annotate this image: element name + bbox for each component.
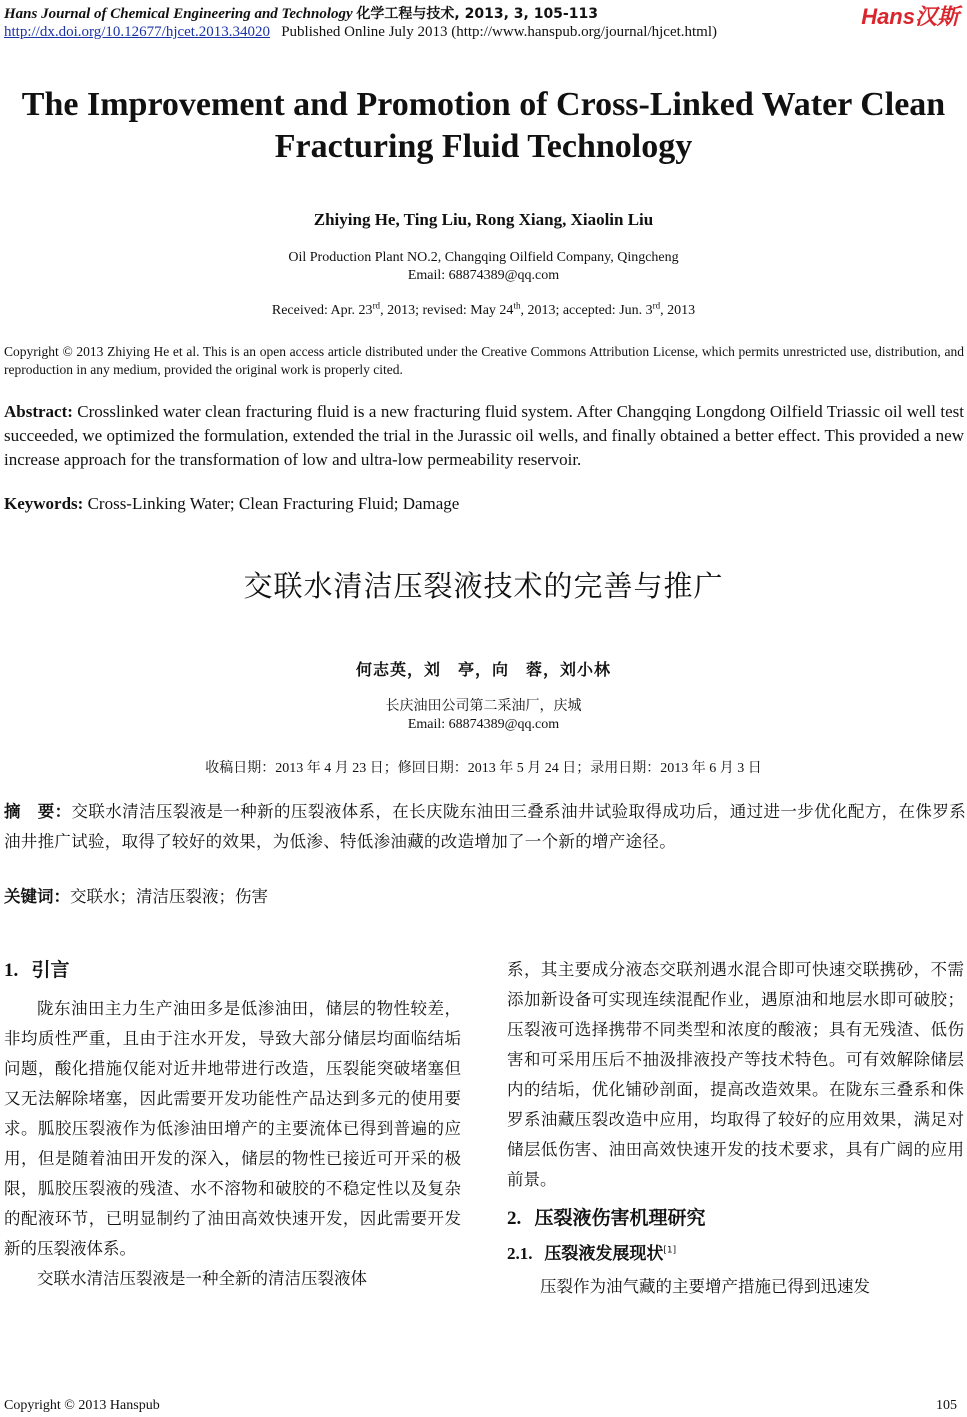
journal-header — [4, 3, 598, 23]
section-2-1-heading — [507, 1240, 964, 1268]
received-sup: rd — [372, 300, 381, 311]
english-keywords — [4, 492, 964, 516]
accepted-year: , 2013 — [660, 303, 696, 318]
cn-keywords-label: 关键词： — [4, 887, 70, 906]
section-2-1-title: 压裂液发展现状 — [544, 1244, 664, 1264]
section-2-1-number: 2.1. — [507, 1244, 533, 1263]
section-2-number: 2. — [507, 1208, 522, 1229]
affiliation-text: Oil Production Plant NO.2, Changqing Oilfield Company, Qingcheng — [288, 250, 679, 265]
section-1-paragraph-2-cont: 系，其主要成分液态交联剂遇水混合即可快速交联携砂，不需添加新设备可实现连续混配作业，遇原油和地层水即可破胶；压裂液可选择携带不同类型和浓度的酸液；具有无残渣、低伤害和可采用压后不抽汲排液投产等技术特色。可有效解除储层内的结垢，优化铺砂剖面，提高改造效果。在陇东三叠系和侏罗系油藏压裂改造中应用，均取得了较好的应用效果，满足对储层低伤害、油田高效快速开发的技术要求，具有广阔的应用前景。 — [507, 960, 964, 1189]
abstract-label: Abstract: — [4, 402, 73, 421]
section-1-heading — [4, 955, 461, 986]
section-2-title: 压裂液伤害机理研究 — [534, 1207, 706, 1229]
received-text: Received: Apr. 23 — [271, 303, 373, 318]
chinese-authors: 何志英，刘 亭，向 蓉，刘小林 — [355, 660, 611, 679]
journal-volume: 化学工程与技术, 2013, 3, 105-113 — [356, 6, 598, 22]
page-number: 105 — [936, 1398, 957, 1413]
doi-line — [4, 24, 717, 41]
hans-logo — [861, 0, 959, 31]
chinese-received-dates: 收稿日期：2013 年 4 月 23 日；修回日期：2013 年 5 月 24 日；录用日期：2013 年 6 月 3 日 — [205, 761, 762, 776]
english-authors: Zhiying He, Ting Liu, Rong Xiang, Xiaolin Liu — [313, 210, 654, 229]
revised-sup: th — [513, 300, 521, 311]
email-text: Email: 68874389@qq.com — [407, 268, 560, 283]
chinese-abstract — [4, 797, 966, 857]
doi-link[interactable]: http://dx.doi.org/10.12677/hjcet.2013.34020 — [4, 24, 270, 40]
chinese-title: 交联水清洁压裂液技术的完善与推广 — [243, 569, 724, 603]
cn-email-text: Email: 68874389@qq.com — [407, 717, 560, 732]
section-1-paragraph-2: 交联水清洁压裂液是一种全新的清洁压裂液体 — [37, 1269, 367, 1288]
left-column — [4, 955, 461, 1294]
journal-name: Hans Journal of Chemical Engineering and Technology — [4, 6, 353, 22]
citation-ref[interactable]: [1] — [663, 1245, 677, 1256]
section-2-heading — [507, 1203, 964, 1234]
keywords-label: Keywords: — [4, 494, 84, 513]
section-1-title: 引言 — [31, 959, 70, 981]
english-title: The Improvement and Promotion of Cross-Linked Water Clean Fracturing Fluid Technology — [21, 86, 946, 165]
english-abstract — [4, 400, 964, 472]
right-column — [507, 955, 964, 1302]
cn-keywords-text: 交联水；清洁压裂液；伤害 — [70, 887, 268, 906]
chinese-affiliation — [0, 698, 967, 734]
cn-affiliation-text: 长庆油田公司第二采油厂，庆城 — [385, 699, 582, 714]
revised-text: , 2013; revised: May 24 — [380, 303, 514, 318]
cn-abstract-text: 交联水清洁压裂液是一种新的压裂液体系，在长庆陇东油田三叠系油井试验取得成功后，通过进一步优化配方，在侏罗系油井推广试验，取得了较好的效果，为低渗、特低渗油藏的改造增加了一个新的增产途径。 — [4, 802, 966, 851]
logo-text: Hans汉斯 — [861, 4, 959, 29]
section-1-paragraph-1: 陇东油田主力生产油田多是低渗油田，储层的物性较差，非均质性严重，且由于注水开发，导致大部分储层均面临结垢问题，酸化措施仅能对近井地带进行改造，压裂能突破堵塞但又无法解除堵塞，因此需要开发功能性产品达到多元的使用要求。胍胶压裂液作为低渗油田增产的主要流体已得到普遍的应用，但是随着油田开发的深入，储层的物性已接近可开采的极限，胍胶压裂液的残渣、水不溶物和破胶的不稳定性以及复杂的配液环节，已明显制约了油田高效快速开发，因此需要开发新的压裂液体系。 — [4, 999, 461, 1258]
footer-copyright: Copyright © 2013 Hanspub — [4, 1398, 160, 1413]
published-online: Published Online July 2013 (http://www.hanspub.org/journal/hjcet.html) — [281, 24, 718, 40]
received-dates — [0, 300, 967, 319]
section-1-number: 1. — [4, 960, 19, 981]
copyright-notice: Copyright © 2013 Zhiying He et al. This is an open access article distributed under the Creative Commons Attribution License, which permits unrestricted use, distribution, and reproduction in any medium, provided the original work is properly cited. — [4, 344, 964, 377]
section-2-1-paragraph: 压裂作为油气藏的主要增产措施已得到迅速发 — [540, 1277, 870, 1296]
english-affiliation — [0, 249, 967, 285]
cn-abstract-label: 摘 要： — [4, 802, 72, 821]
abstract-text: Crosslinked water clean fracturing fluid is a new fracturing fluid system. After Changqing Longdong Oilfield Triassic oil well test succeeded, we optimized the formulation, extended the trial in the Jurassic oil wells, and finally obtained a better effect. This provided a new increase approach for the transformation of low and ultra-low permeability reservoir. — [4, 402, 964, 469]
accepted-sup: rd — [652, 300, 661, 311]
accepted-text: , 2013; accepted: Jun. 3 — [520, 303, 653, 318]
keywords-text: Cross-Linking Water; Clean Fracturing Fluid; Damage — [83, 494, 460, 513]
chinese-keywords — [4, 883, 964, 907]
